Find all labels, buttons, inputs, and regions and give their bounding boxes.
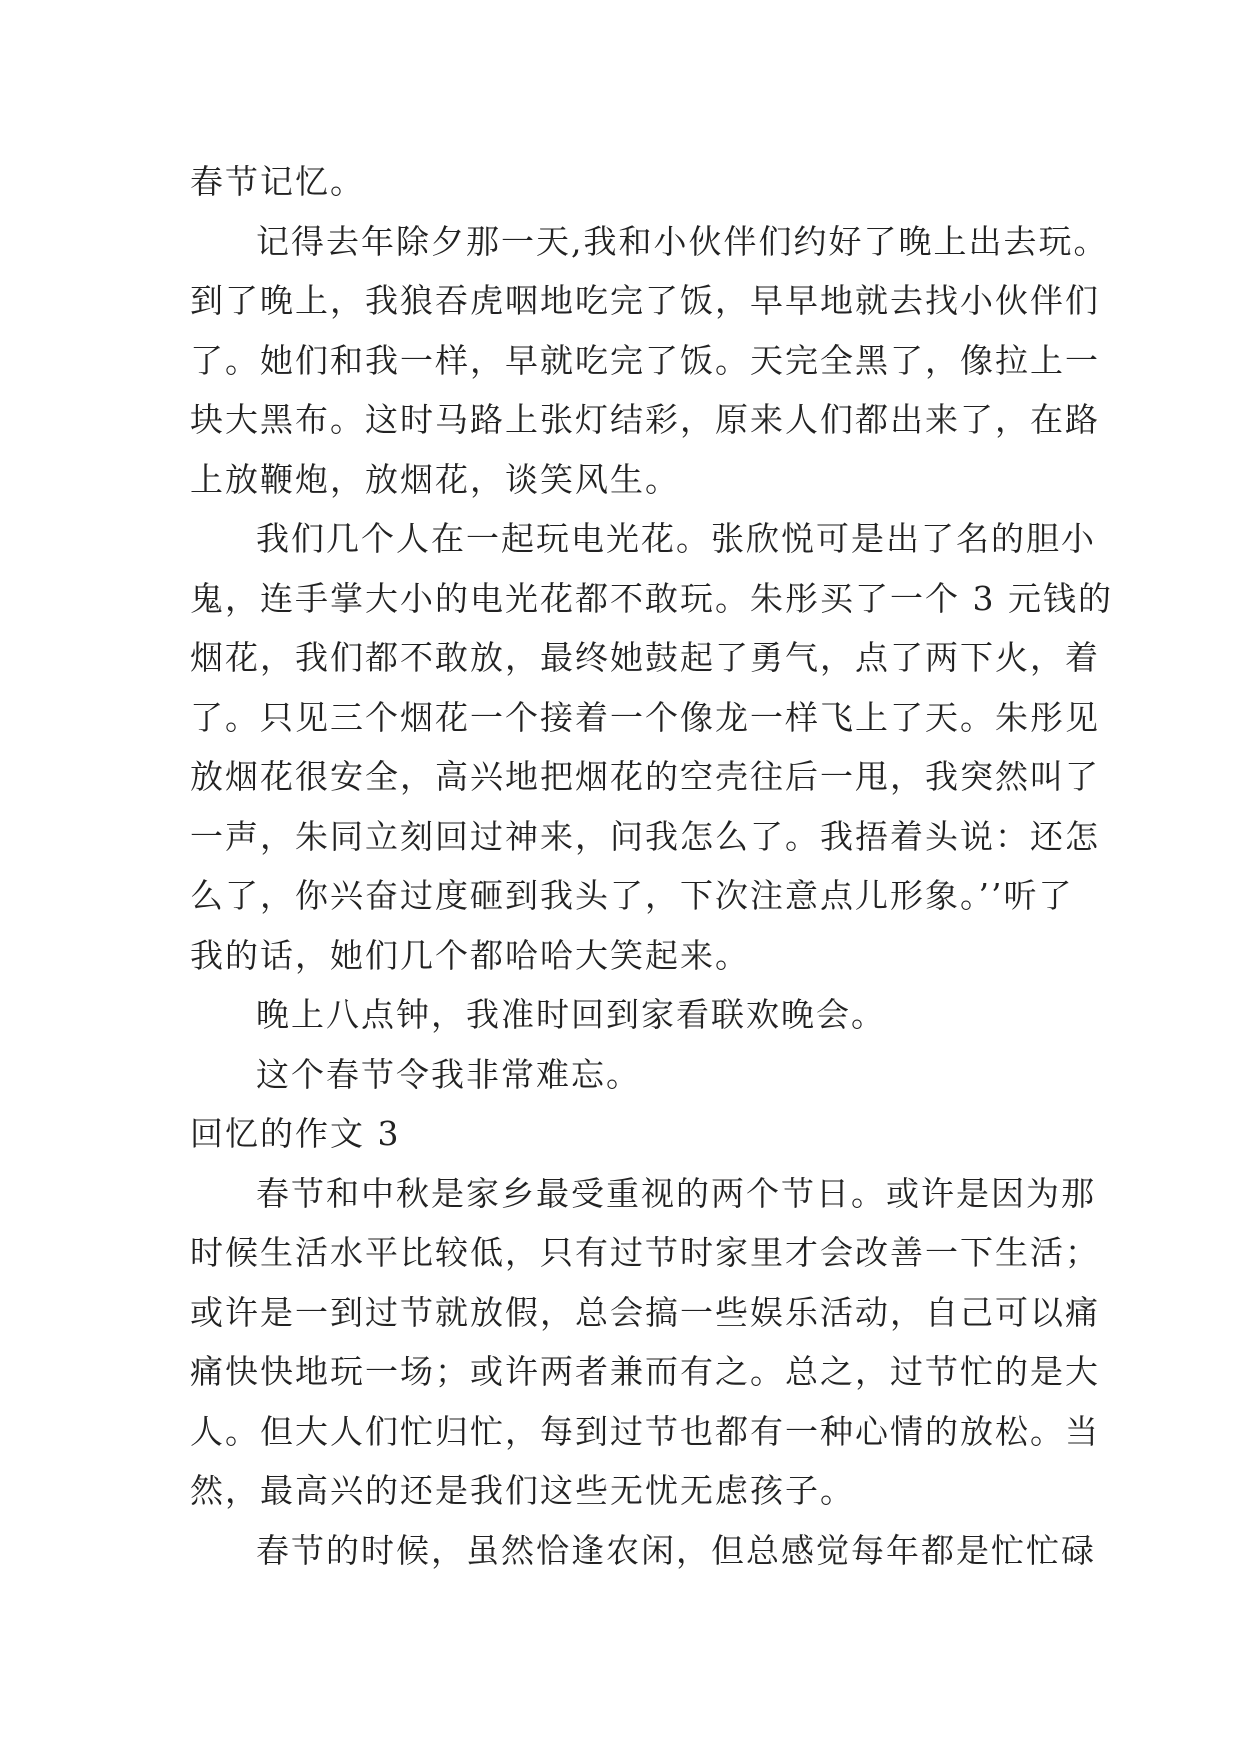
text-line: 或许是一到过节就放假，总会搞一些娱乐活动，自己可以痛 (190, 1292, 1100, 1332)
text-line: 到了晚上，我狼吞虎咽地吃完了饭，早早地就去找小伙伴们 (190, 281, 1100, 320)
text-line: 人。但大人们忙归忙，每到过节也都有一种心情的放松。当 (190, 1411, 1100, 1451)
text-line: 一声，朱同立刻回过神来，问我怎么了。我捂着头说：还怎 (190, 816, 1100, 856)
text-line: 块大黑布。这时马路上张灯结彩，原来人们都出来了，在路 (190, 400, 1100, 439)
text-line: 春节的时候，虽然恰逢农闲，但总感觉每年都是忙忙碌 (256, 1530, 1096, 1570)
text-line: 么了，你兴奋过度砸到我头了，下次注意点儿形象。’’听了 (190, 876, 1074, 915)
text-line: 放烟花很安全，高兴地把烟花的空壳往后一甩，我突然叫了 (190, 757, 1100, 796)
section-heading: 回忆的作文 3 (190, 1114, 401, 1153)
text-line: 我的话，她们几个都哈哈大笑起来。 (190, 935, 750, 975)
text-line: 春节记忆。 (190, 162, 365, 201)
text-line: 了。她们和我一样，早就吃完了饭。天完全黑了，像拉上一 (190, 340, 1100, 380)
text-line: 痛快快地玩一场；或许两者兼而有之。总之，过节忙的是大 (190, 1352, 1100, 1391)
text-line: 了。只见三个烟花一个接着一个像龙一样飞上了天。朱彤见 (190, 697, 1100, 737)
text-line: 时候生活水平比较低，只有过节时家里才会改善一下生活； (190, 1233, 1100, 1272)
text-line: 记得去年除夕那一天,我和小伙伴们约好了晚上出去玩。 (256, 221, 1109, 261)
text-line: 我们几个人在一起玩电光花。张欣悦可是出了名的胆小 (256, 519, 1096, 558)
text-line: 这个春节令我非常难忘。 (256, 1054, 641, 1094)
text-line: 然，最高兴的还是我们这些无忧无虑孩子。 (190, 1471, 855, 1510)
text-line: 春节和中秋是家乡最受重视的两个节日。或许是因为那 (256, 1173, 1096, 1213)
document-body (190, 152, 1113, 1580)
text-line: 上放鞭炮，放烟花，谈笑风生。 (190, 459, 680, 499)
text-line: 鬼，连手掌大小的电光花都不敢玩。朱彤买了一个 3 元钱的 (190, 578, 1113, 618)
text-line: 烟花，我们都不敢放，最终她鼓起了勇气，点了两下火，着 (190, 638, 1100, 677)
text-line: 晚上八点钟，我准时回到家看联欢晚会。 (256, 995, 886, 1034)
